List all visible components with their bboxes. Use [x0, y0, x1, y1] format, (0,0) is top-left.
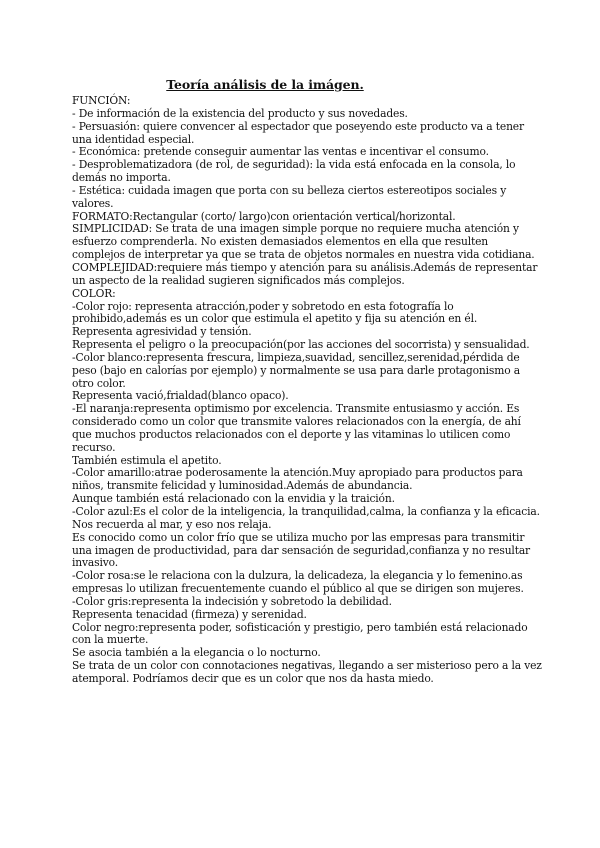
paragraph: - Desproblematizadora (de rol, de seguridad): la vida está enfocada en la consola, lo demás no importa.	[72, 158, 516, 185]
paragraph: - Persuasión: quiere convencer al espectador que poseyendo este producto va a tener una identidad especial.	[72, 119, 524, 146]
paragraph: Se trata de un color con connotaciones negativas, llegando a ser misterioso pero a la vez atemporal. Podríamos decir que es un color que nos da hasta miedo.	[72, 659, 542, 685]
paragraph: FORMATO:Rectangular (corto/ largo)con orientación vertical/horizontal.	[72, 209, 456, 223]
paragraph: -Color rosa:se le relaciona con la dulzura, la delicadeza, la elegancia y lo femenino.as empresas lo utilizan frecuentemente cuando el público al que se dirigen son mujeres.	[72, 569, 524, 596]
paragraph: Se asocia también a la elegancia o lo nocturno.	[72, 646, 321, 660]
paragraph: COMPLEJIDAD:requiere más tiempo y atención para su análisis.Además de representar un aspecto de la realidad sugieren significados más complejos.	[72, 260, 538, 287]
paragraph: - Económica: pretende conseguir aumentar las ventas e incentivar el consumo.	[72, 145, 489, 159]
paragraph: -Color gris:representa la indecisión y sobretodo la debilidad.	[72, 594, 392, 608]
paragraph: -Color azul:Es el color de la inteligencia, la tranquilidad,calma, la confianza y la eficacia. Nos recuerda al mar, y eso nos relaja.	[72, 505, 540, 531]
paragraph: Representa tenacidad (firmeza) y serenidad.	[72, 607, 307, 621]
paragraph: Aunque también está relacionado con la envidia y la traición.	[72, 492, 395, 506]
paragraph: Color negro:representa poder, sofisticación y prestigio, pero también está relacionado con la muerte.	[72, 620, 528, 647]
paragraph: Representa vació,frialdad(blanco opaco).	[72, 389, 289, 403]
paragraph: - Estética: cuidada imagen que porta con su belleza ciertos estereotipos sociales y valores.	[72, 183, 507, 210]
paragraph: COLOR:	[72, 286, 116, 300]
document-title: Teoría análisis de la imágen.	[166, 77, 364, 92]
paragraph: - De información de la existencia del producto y sus novedades.	[72, 106, 408, 120]
paragraph: -Color blanco:representa frescura, limpieza,suavidad, sencillez,serenidad,pérdida de peso (bajo en calorías por ejemplo) y normalmente se usa para darle protagonismo a otro color.	[72, 350, 520, 390]
paragraph: Representa el peligro o la preocupación(por las acciones del socorrista) y sensualidad.	[72, 338, 530, 352]
paragraph: -Color amarillo:atrae poderosamente la atención.Muy apropiado para productos para niños, transmite felicidad y luminosidad.Además de abundancia.	[72, 466, 523, 493]
paragraph: -Color rojo: representa atracción,poder y sobretodo en esta fotografía lo prohibido,además es un color que estimula el apetito y fija su atención en él.	[72, 299, 478, 326]
paragraph: SIMPLICIDAD: Se trata de una imagen simple porque no requiere mucha atención y esfuerzo comprenderla. No existen demasiados elementos en ella que resulten complejos de interpretar ya que se trata de objetos normales en nuestra vida cotidiana.	[72, 222, 535, 262]
document-body	[72, 95, 542, 686]
paragraph: FUNCIÓN:	[72, 94, 131, 107]
paragraph: Representa agresividad y tensión.	[72, 325, 252, 339]
paragraph: También estimula el apetito.	[72, 453, 222, 467]
paragraph: -El naranja:representa optimismo por excelencia. Transmite entusiasmo y acción. Es considerado como un color que transmite valores relacionados con la energía, de ahí que muchos productos relacionados con el deporte y las vitaminas lo utilicen como recurso.	[72, 402, 521, 454]
paragraph: Es conocido como un color frío que se utiliza mucho por las empresas para transmitir una imagen de productividad, para dar sensación de seguridad,confianza y no resultar invasivo.	[72, 530, 531, 570]
